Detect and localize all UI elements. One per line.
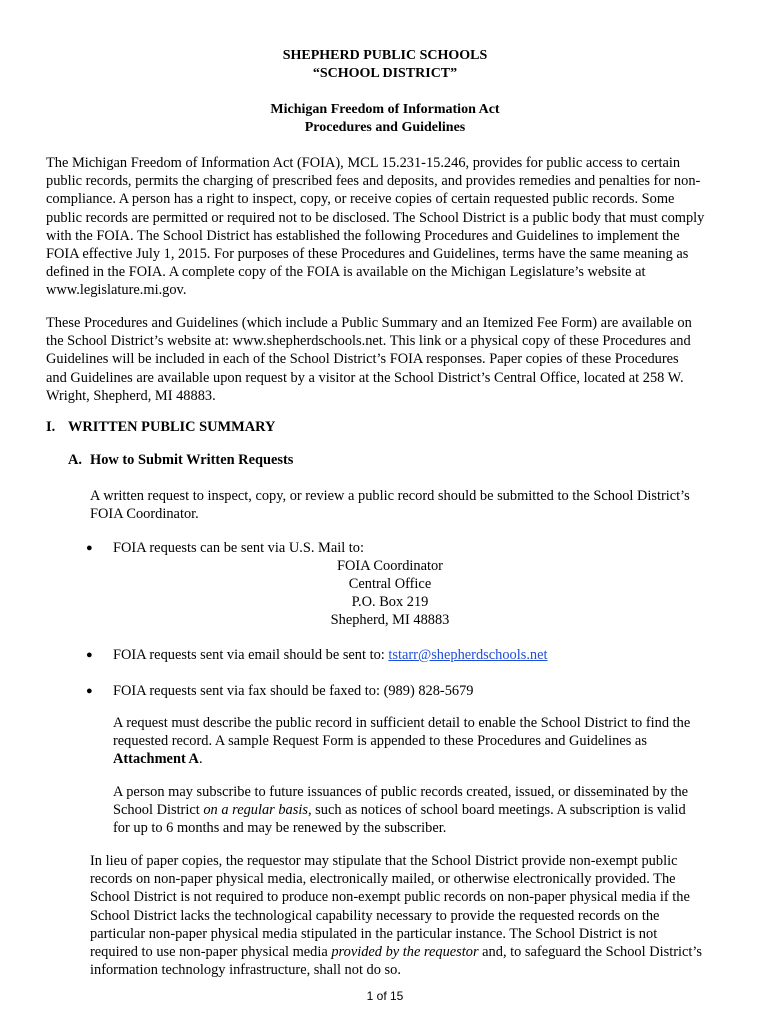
text-line: In lieu of paper copies, the requestor may stipulate that the School District provide non-exempt public <box>90 853 678 869</box>
section-title: WRITTEN PUBLIC SUMMARY <box>68 419 276 435</box>
describe-record-paragraph <box>113 714 726 769</box>
email-link[interactable]: tstarr@shepherdschools.net <box>388 647 548 663</box>
text-fragment: such as notices of school board meetings. A subscription is valid <box>311 802 686 819</box>
document-title <box>0 101 770 137</box>
text-line: with the FOIA. The School District has established the following Procedures and Guidelines to implement the <box>46 227 680 244</box>
text-fragment: School District <box>113 802 204 819</box>
non-paper-media-paragraph <box>90 852 726 979</box>
text-fragment: and, to safeguard the School District’s <box>478 944 702 961</box>
text-line: the School District’s website at: www.shepherdschools.net. This link or a physical copy of these Procedures and <box>46 333 691 350</box>
text-line: The Michigan Freedom of Information Act (FOIA), MCL 15.231-15.246, provides for public access to certain <box>46 155 681 171</box>
address-line: P.O. Box 219 <box>351 594 429 610</box>
intro-paragraph-2 <box>46 314 726 405</box>
address-line: Shepherd, MI 48883 <box>330 612 450 628</box>
bullet-text <box>113 646 548 664</box>
text-fragment: required to use non-paper physical media <box>90 944 332 961</box>
text-line: requested record. A sample Request Form is appended to these Procedures and Guidelines as <box>113 733 647 750</box>
text-line: School District is not required to produce non-exempt public records on non-paper physical media if the <box>90 889 690 906</box>
intro-paragraph-1 <box>46 154 726 300</box>
district-name: SHEPHERD PUBLIC SCHOOLS <box>282 48 488 63</box>
text-line: These Procedures and Guidelines (which include a Public Summary and an Itemized Fee Form) are available on <box>46 315 692 331</box>
italic-fragment: provided by the requestor <box>331 944 479 961</box>
document-header <box>0 47 770 83</box>
mailing-address <box>240 557 540 629</box>
text-line: A request must describe the public record in sufficient detail to enable the School District to find the <box>113 715 691 731</box>
bullet-icon: ● <box>86 649 93 661</box>
text-line <box>113 801 726 819</box>
title-line-1: Michigan Freedom of Information Act <box>270 102 500 117</box>
subscription-paragraph <box>113 783 726 838</box>
text-line: and Guidelines are available upon request by a visitor at the School District’s Central Office, located at 258 W. <box>46 369 684 386</box>
text-line: defined in the FOIA. A complete copy of the FOIA is available on the Michigan Legislature’s website at <box>46 264 646 281</box>
text-line: records on non-paper physical media, electronically mailed, or otherwise electronically provided. The <box>90 871 676 888</box>
subsection-title: How to Submit Written Requests <box>90 452 294 468</box>
text-line: Wright, Shepherd, MI 48883. <box>46 387 216 404</box>
text-line <box>90 943 726 961</box>
italic-fragment: on a regular basis, <box>203 802 312 819</box>
bullet-icon: ● <box>86 542 93 554</box>
text-line: A written request to inspect, copy, or review a public record should be submitted to the School District’s <box>90 488 690 504</box>
address-line: Central Office <box>348 576 432 592</box>
text-line <box>113 750 726 768</box>
email-label: FOIA requests sent via email should be sent to: <box>113 647 389 663</box>
attachment-reference: Attachment A <box>113 751 199 768</box>
address-line: FOIA Coordinator <box>337 558 443 574</box>
district-alias: “SCHOOL DISTRICT” <box>312 66 458 81</box>
page-number: 1 of 15 <box>366 989 404 1003</box>
text-line: information technology infrastructure, shall not do so. <box>90 962 401 979</box>
section-heading-i <box>46 418 275 436</box>
text-line: for up to 6 months and may be renewed by the subscriber. <box>113 820 447 837</box>
text-line: public records are permitted or required not to be disclosed. The School District is a public body that must comply <box>46 209 705 226</box>
subsection-heading-a <box>68 451 293 469</box>
text-line: School District lacks the technological capability necessary to provide the requested records on the <box>90 907 660 924</box>
bullet-icon: ● <box>86 685 93 697</box>
written-request-paragraph <box>90 487 726 523</box>
sentence-period: . <box>198 751 203 768</box>
text-line: www.legislature.mi.gov. <box>46 282 187 299</box>
text-line: particular non-paper physical media stipulated in the particular instance. The School District is not <box>90 925 658 942</box>
title-line-2: Procedures and Guidelines <box>304 120 466 135</box>
text-line: FOIA effective July 1, 2015. For purposes of these Procedures and Guidelines, terms have the same meaning as <box>46 246 689 263</box>
text-line: public records, permits the charging of prescribed fees and deposits, and provides remedies and penalties for non- <box>46 173 701 190</box>
subsection-number: A. <box>68 452 82 468</box>
bullet-text: FOIA requests sent via fax should be faxed to: (989) 828-5679 <box>113 683 474 699</box>
text-line: compliance. A person has a right to inspect, copy, or receive copies of certain requested public records. Some <box>46 191 675 208</box>
text-line: FOIA Coordinator. <box>90 506 199 523</box>
text-line: Guidelines will be included in each of the School District’s FOIA responses. Paper copies of these Procedures <box>46 351 679 368</box>
section-number: I. <box>46 419 56 435</box>
bullet-text: FOIA requests can be sent via U.S. Mail to: <box>113 540 364 556</box>
text-line: A person may subscribe to future issuances of public records created, issued, or disseminated by the <box>113 784 689 800</box>
